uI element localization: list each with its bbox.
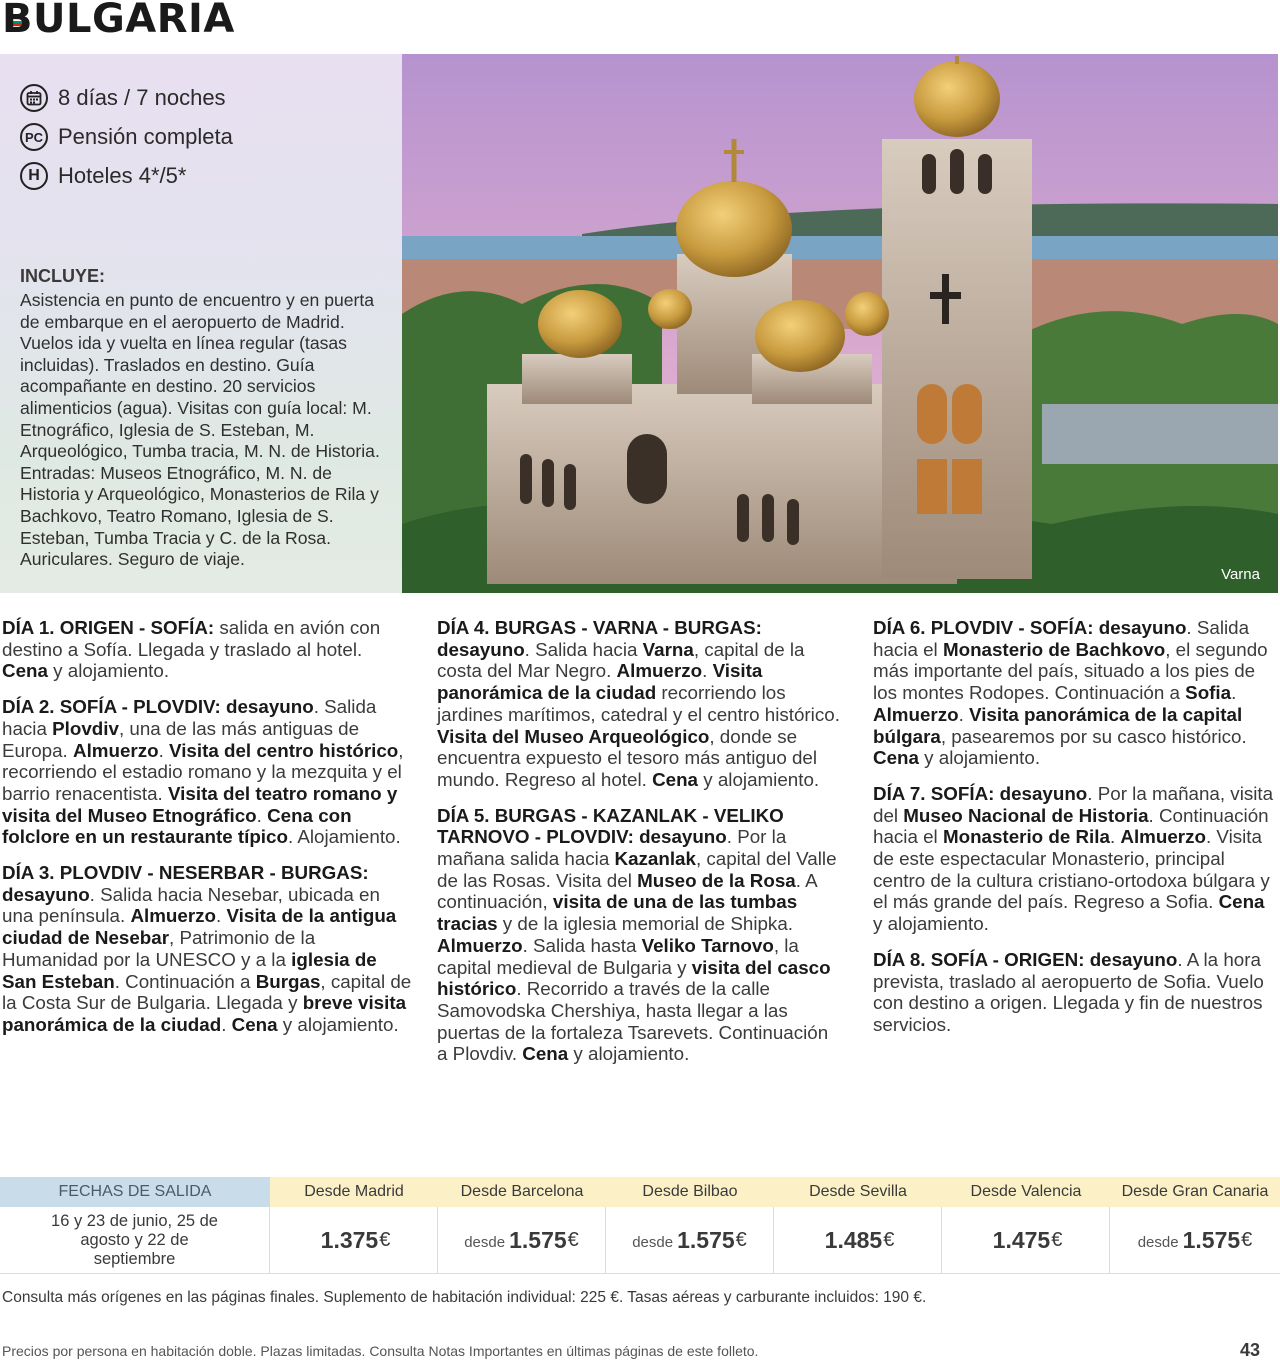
itinerary-text: . Alojamiento.	[287, 826, 401, 848]
itinerary-text: y alojamiento.	[568, 1043, 690, 1065]
itinerary-bold-text: Almuerzo	[130, 905, 217, 927]
itinerary-day	[2, 696, 412, 848]
departure-dates: 16 y 23 de junio, 25 de agosto y 22 de septiembre	[0, 1207, 270, 1273]
itinerary-bold-text: Cena	[873, 747, 919, 769]
itinerary-bold-text: Almuerzo	[616, 660, 703, 682]
itinerary-bold-text: Almuerzo	[437, 934, 523, 956]
itinerary-text: y alojamiento.	[277, 1013, 399, 1035]
price-cell: 1.485 €	[774, 1207, 942, 1273]
price-cell: desde 1.575 €	[606, 1207, 774, 1273]
origin-header: Desde Bilbao	[606, 1177, 774, 1207]
itinerary-day	[437, 805, 842, 1065]
itinerary-bold-text: Sofia	[1185, 682, 1232, 704]
supplement-note: Consulta más orígenes en las páginas finales. Suplemento de habitación individual: 225 €. Tasas aéreas y carburante incluidos: 190 €.	[2, 1289, 927, 1306]
itinerary-text: y alojamiento.	[918, 747, 1041, 769]
itinerary-text: , pasearemos por su casco histórico.	[940, 725, 1247, 747]
itinerary-text: . A continuación,	[437, 869, 817, 913]
itinerary-bold-text: Cena	[1218, 891, 1265, 913]
itinerary-text: salida en avión con destino a Sofía. Llegada y traslado al hotel.	[2, 617, 381, 660]
feature-label: 8 días / 7 noches	[58, 85, 226, 110]
price-cell: 1.375 €	[270, 1207, 438, 1273]
itinerary-bold-text: Kazanlak	[614, 848, 696, 870]
itinerary-bold-text: Cena	[652, 768, 699, 790]
itinerary-bold-text: DÍA 8. SOFÍA - ORIGEN: desayuno	[873, 948, 1178, 970]
itinerary-day	[873, 783, 1278, 935]
itinerary-text: , recorriendo el estadio romano y la mezquita y el barrio renacentista.	[2, 739, 404, 804]
feature-label: Hoteles 4*/5*	[58, 163, 187, 188]
itinerary-text: recorriendo los jardines marítimos, catedral y el centro histórico.	[437, 682, 840, 725]
calendar-icon	[20, 84, 48, 112]
footer-note: Precios por persona en habitación doble. Plazas limitadas. Consulta Notas Importantes en últimas páginas de este folleto.	[2, 1343, 759, 1359]
itinerary-bold-text: DÍA 6. PLOVDIV - SOFÍA: desayuno	[873, 617, 1187, 638]
itinerary-bold-text: DÍA 7. SOFÍA: desayuno	[873, 782, 1088, 804]
itinerary-bold-text: Varna	[642, 638, 694, 660]
feature-hotel	[20, 162, 186, 190]
itinerary-bold-text: Monasterio de Rila	[942, 826, 1110, 848]
itinerary-bold-text: Plovdiv	[52, 717, 119, 739]
itinerary-text: .	[216, 905, 227, 927]
price-cell: desde 1.575 €	[438, 1207, 606, 1273]
itinerary-text: .	[1109, 826, 1121, 848]
itinerary-text: . Salida hacia Nesebar, ubicada en una península.	[2, 883, 380, 927]
origin-header: Desde Gran Canaria	[1110, 1177, 1280, 1207]
itinerary-bold-text: Visita del Museo Arqueológico	[437, 725, 710, 747]
origin-header: Desde Valencia	[942, 1177, 1110, 1207]
itinerary-text: . Continuación hacia el	[873, 804, 1269, 848]
page-number: 43	[1239, 1340, 1260, 1360]
itinerary-text: , la capital medieval de Bulgaria y	[437, 934, 799, 978]
itinerary-text: . Salida hacia	[524, 638, 643, 660]
itinerary-bold-text: Cena	[2, 660, 48, 682]
itinerary-bold-text: breve visita panorámica de la ciudad	[2, 992, 407, 1035]
photo-caption: Varna	[1221, 566, 1260, 583]
price-cell: desde 1.575 €	[1137, 1226, 1253, 1253]
itinerary-day	[873, 617, 1278, 769]
page-title: BULGARIA	[2, 0, 235, 42]
itinerary-bold-text: visita de una de las tumbas tracias	[437, 891, 798, 935]
itinerary-bold-text: visita del casco histórico	[437, 956, 831, 1000]
itinerary-day	[873, 949, 1278, 1036]
price-table-header	[0, 1177, 1280, 1207]
itinerary-day	[2, 617, 412, 682]
itinerary-bold-text: Visita de la antigua ciudad de Nesebar	[2, 905, 397, 949]
price-table	[0, 1177, 1280, 1274]
trip-info-panel	[0, 54, 402, 593]
feature-label: Pensión completa	[58, 124, 233, 149]
itinerary-bold-text: Visita panorámica de la capital búlgara	[873, 703, 1243, 747]
itinerary-bold-text: Visita del centro histórico	[169, 739, 399, 761]
hotel-icon: H	[20, 162, 48, 190]
itinerary-bold-text: DÍA 4. BURGAS - VARNA - BURGAS: desayuno	[437, 617, 762, 660]
itinerary-text: . Salida hacia	[2, 696, 377, 739]
itinerary-bold-text: Almuerzo	[1120, 826, 1206, 848]
itinerary-text: y alojamiento.	[47, 660, 170, 682]
feature-duration	[20, 84, 226, 112]
origin-header: Desde Madrid	[270, 1177, 438, 1207]
itinerary-bold-text: Almuerzo	[73, 739, 159, 761]
itinerary-column-2	[437, 617, 842, 1079]
itinerary-text: , el segundo más importante del país, situado a los pies de los montes Rodopes. Continuación a	[873, 638, 1268, 704]
dates-header: FECHAS DE SALIDA	[0, 1177, 270, 1207]
itinerary-text: , capital de la costa del Mar Negro.	[437, 638, 805, 682]
itinerary-bold-text: Veliko Tarnovo	[641, 934, 774, 956]
itinerary-bold-text: Visita del teatro romano y visita del Museo Etnográfico	[2, 782, 398, 826]
incluye-text: Asistencia en punto de encuentro y en puerta de embarque en el aeropuerto de Madrid. Vuelos ida y vuelta en línea regular (tasas incluidas). Traslados en destino. Guía acompañante en destino. 20 servicios alimenticios (agua). Visitas con guía local: M. Etnográfico, Iglesia de S. Esteban, M. Arqueológico, Tumba tracia, M. N. de Historia. Entradas: Museos Etnográfico, M. N. de Historia y Arqueológico, Monasterios de Rila y Bachkovo, Teatro Romano, Iglesia de S. Esteban, Tumba Tracia y C. de la Rosa. Auriculares. Seguro de viaje.	[20, 290, 380, 570]
itinerary-text: y alojamiento.	[873, 913, 989, 935]
feature-board	[20, 123, 233, 151]
itinerary-text: . Por la mañana salida hacia	[437, 826, 787, 870]
itinerary-text: , donde se encuentra expuesto el tesoro más antiguo del mundo. Regreso al hotel.	[437, 725, 818, 790]
itinerary-text: .	[702, 660, 713, 682]
itinerary-text: , Patrimonio de la Humanidad por la UNESCO y a la	[2, 927, 316, 970]
itinerary-day	[437, 617, 842, 791]
itinerary-text: . Salida hacia el	[873, 617, 1250, 660]
itinerary-bold-text: Cena con folclore en un restaurante típico	[2, 804, 352, 848]
itinerary-bold-text: Monasterio de Bachkovo	[942, 638, 1166, 660]
itinerary-text: . Visita de este espectacular Monasterio, principal centro de la cultura cristiano-ortodoxa búlgara y el más grande del país. Regreso a Sofia.	[873, 826, 1270, 913]
itinerary-bold-text: Almuerzo	[873, 703, 959, 725]
itinerary-text: . Salida hasta	[522, 934, 642, 956]
itinerary-bold-text: DÍA 2. SOFÍA - PLOVDIV: desayuno	[2, 696, 314, 718]
itinerary-bold-text: Visita panorámica de la ciudad	[437, 660, 763, 704]
pension-icon: PC	[20, 123, 48, 151]
itinerary-text: , una de las más antiguas de Europa.	[2, 717, 360, 761]
itinerary-text: . Continuación a	[114, 970, 256, 992]
itinerary-bold-text: DÍA 5. BURGAS - KAZANLAK - VELIKO TARNOVO - PLOVDIV: desayuno	[437, 804, 784, 848]
origin-header: Desde Sevilla	[774, 1177, 942, 1207]
itinerary-text: y de la iglesia memorial de Shipka.	[497, 913, 793, 935]
itinerary-text: y alojamiento.	[698, 768, 820, 790]
incluye-heading: INCLUYE:	[20, 266, 105, 286]
varna-cathedral-photo	[402, 54, 1278, 593]
itinerary-bold-text: Museo Nacional de Historia	[903, 804, 1149, 826]
itinerary-text: . Por la mañana, visita del	[873, 782, 1274, 826]
itinerary-text: .	[1231, 682, 1237, 704]
itinerary-text: . Recorrido a través de la calle Samovodska Chershiya, hasta llegar a las puertas de la fortaleza Tsarevets. Continuación a Plovdiv.	[437, 978, 829, 1065]
itinerary-day	[2, 862, 412, 1036]
itinerary-text: .	[221, 1013, 232, 1035]
origin-header: Desde Barcelona	[438, 1177, 606, 1207]
price-row	[0, 1207, 1280, 1274]
itinerary-bold-text: DÍA 1. ORIGEN - SOFÍA:	[2, 617, 215, 638]
itinerary-text: .	[958, 703, 970, 725]
itinerary-bold-text: Museo de la Rosa	[637, 869, 796, 891]
itinerary-text: . A la hora prevista, traslado al aeropuerto de Sofia. Vuelo con destino a origen. Llegada y fin de nuestros servicios.	[873, 948, 1264, 1035]
itinerary-column-1	[2, 617, 412, 1050]
itinerary-bold-text: Cena	[231, 1013, 278, 1035]
itinerary-text: , capital de la Costa Sur de Bulgaria. Llegada y	[2, 970, 412, 1014]
itinerary-text: .	[256, 804, 268, 826]
itinerary-text: , capital del Valle de las Rosas. Visita del	[437, 848, 837, 891]
itinerary-column-3	[873, 617, 1278, 1050]
itinerary-bold-text: Burgas	[255, 970, 321, 992]
itinerary-text: .	[158, 739, 170, 761]
itinerary-bold-text: Cena	[522, 1043, 569, 1065]
itinerary-bold-text: iglesia de San Esteban	[2, 948, 377, 992]
price-cell: 1.475 €	[942, 1207, 1110, 1273]
itinerary-bold-text: DÍA 3. PLOVDIV - NESERBAR - BURGAS: desayuno	[2, 862, 369, 905]
